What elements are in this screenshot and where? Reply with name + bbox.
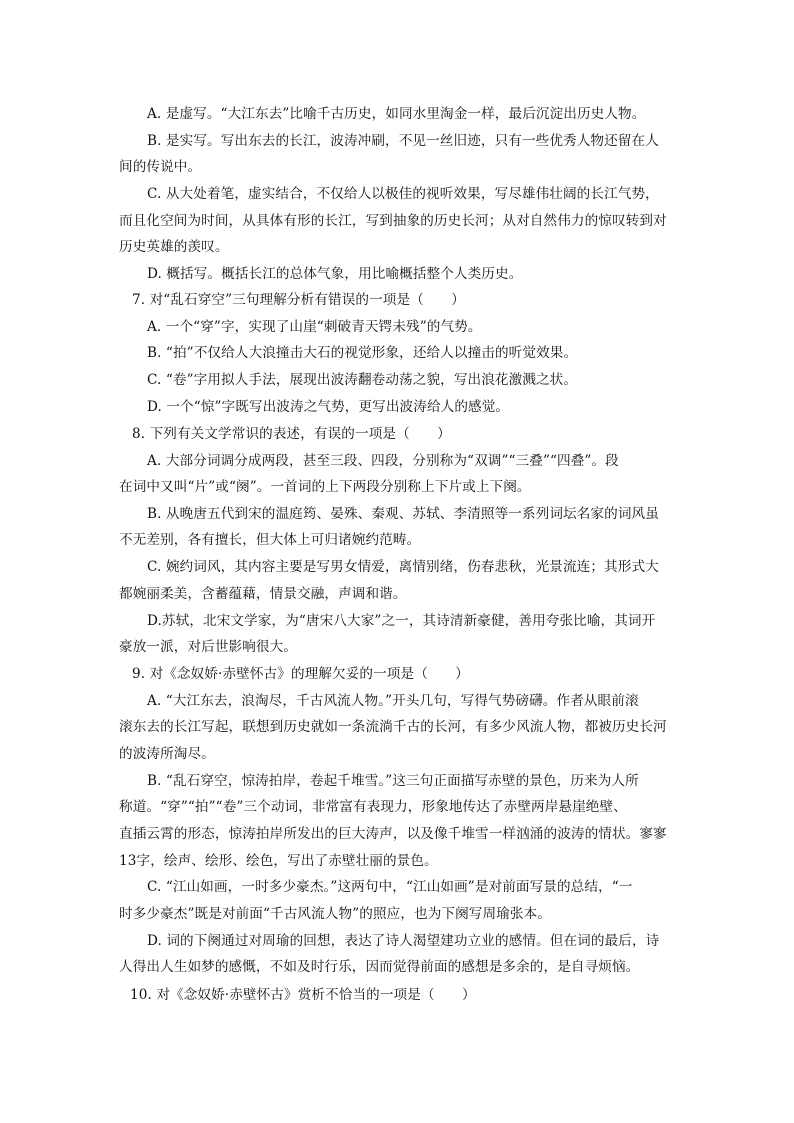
text-line: 直插云霄的形态，惊涛拍岸所发出的巨大涛声，以及像千堆雪一样汹涌的波涛的情状。寥寥 — [119, 826, 667, 842]
text-line: C. “江山如画，一时多少豪杰。”这两句中，“江山如画”是对前面写景的总结，“一 — [147, 879, 633, 895]
text-line: 豪放一派，对后世影响很大。 — [119, 639, 298, 655]
text-line: A. “大江东去，浪淘尽，千古风流人物。”开头几句，写得气势磅礴。作者从眼前滚 — [147, 693, 639, 709]
text-line: 都婉丽柔美，含蓄蕴藉，情景交融，声调和谐。 — [119, 586, 407, 602]
text-line: A. 一个“穿”字，实现了山崖“刺破青天锷未残”的气势。 — [147, 319, 482, 335]
text-line: A. 是虚写。“大江东去”比喻千古历史，如同水里淘金一样，最后沉淀出历史人物。 — [147, 106, 646, 122]
text-line: 不无差别，各有擅长，但大体上可归诸婉约范畴。 — [119, 532, 421, 548]
question-8: 8. 下列有关文学常识的表述，有误的一项是（ ） — [132, 426, 451, 442]
text-line: D. 概括写。概括长江的总体气象，用比喻概括整个人类历史。 — [147, 266, 523, 282]
text-line: D. 一个“惊”字既写出波涛之气势，更写出波涛给人的感觉。 — [147, 399, 510, 415]
text-line: A. 大部分词调分成两段，甚至三段、四段，分别称为“双调”“三叠”“四叠”。段 — [147, 453, 619, 469]
text-line: D.苏轼，北宋文学家，为“唐宋八大家”之一，其诗清新豪健，善用夸张比喻，其词开 — [147, 613, 656, 629]
text-line: 人得出人生如梦的感慨，不如及时行乐，因而觉得前面的感想是多余的，是自寻烦恼。 — [119, 959, 640, 975]
question-10: 10. 对《念奴娇·赤壁怀古》赏析不恰当的一项是（ ） — [130, 987, 476, 1003]
text-line: B. 从晚唐五代到宋的温庭筠、晏殊、秦观、苏轼、李清照等一系列词坛名家的词风虽 — [147, 506, 659, 522]
text-line: 称道。“穿”“拍”“卷”三个动词，非常富有表现力，形象地传达了赤壁两岸悬崖绝壁、 — [119, 799, 627, 815]
text-line: D. 词的下阕通过对周瑜的回想，表达了诗人渴望建功立业的感情。但在词的最后，诗 — [147, 933, 660, 949]
text-line: B. “乱石穿空，惊涛拍岸，卷起千堆雪。”这三句正面描写赤壁的景色，历来为人所 — [147, 773, 639, 789]
text-line: B. 是实写。写出东去的长江，波涛冲刷，不见一丝旧迹，只有一些优秀人物还留在人 — [147, 133, 659, 149]
question-7: 7. 对“乱石穿空”三句理解分析有错误的一项是（ ） — [132, 292, 465, 308]
text-line: 而且化空间为时间，从具体有形的长江，写到抽象的历史长河；从对自然伟力的惊叹转到对 — [119, 213, 667, 229]
text-line: C. “卷”字用拟人手法，展现出波涛翻卷动荡之貌，写出浪花激溅之状。 — [147, 372, 578, 388]
text-line: 历史英雄的羡叹。 — [119, 239, 229, 255]
question-9: 9. 对《念奴娇·赤壁怀古》的理解欠妥的一项是（ ） — [132, 666, 469, 682]
text-line: 在词中又叫“片”或“阕”。一首词的上下两段分别称上下片或上下阕。 — [119, 479, 531, 495]
text-line: 13字，绘声、绘形、绘色，写出了赤壁壮丽的景色。 — [119, 853, 438, 869]
text-line: 的波涛所淘尽。 — [119, 746, 215, 762]
text-line: 时多少豪杰”既是对前面“千古风流人物”的照应，也为下阕写周瑜张本。 — [119, 906, 551, 922]
text-line: B. “拍”不仅给人大浪撞击大石的视觉形象，还给人以撞击的听觉效果。 — [147, 345, 578, 361]
text-line: 滚东去的长江写起，联想到历史就如一条流淌千古的长河，有多少风流人物，都被历史长河 — [119, 719, 667, 735]
text-line: C. 婉约词风，其内容主要是写男女情爱，离情别绪，伤春悲秋，光景流连；其形式大 — [147, 559, 659, 575]
text-line: C. 从大处着笔，虚实结合，不仅给人以极佳的视听效果，写尽雄伟壮阔的长江气势， — [147, 186, 659, 202]
text-line: 间的传说中。 — [119, 159, 202, 175]
